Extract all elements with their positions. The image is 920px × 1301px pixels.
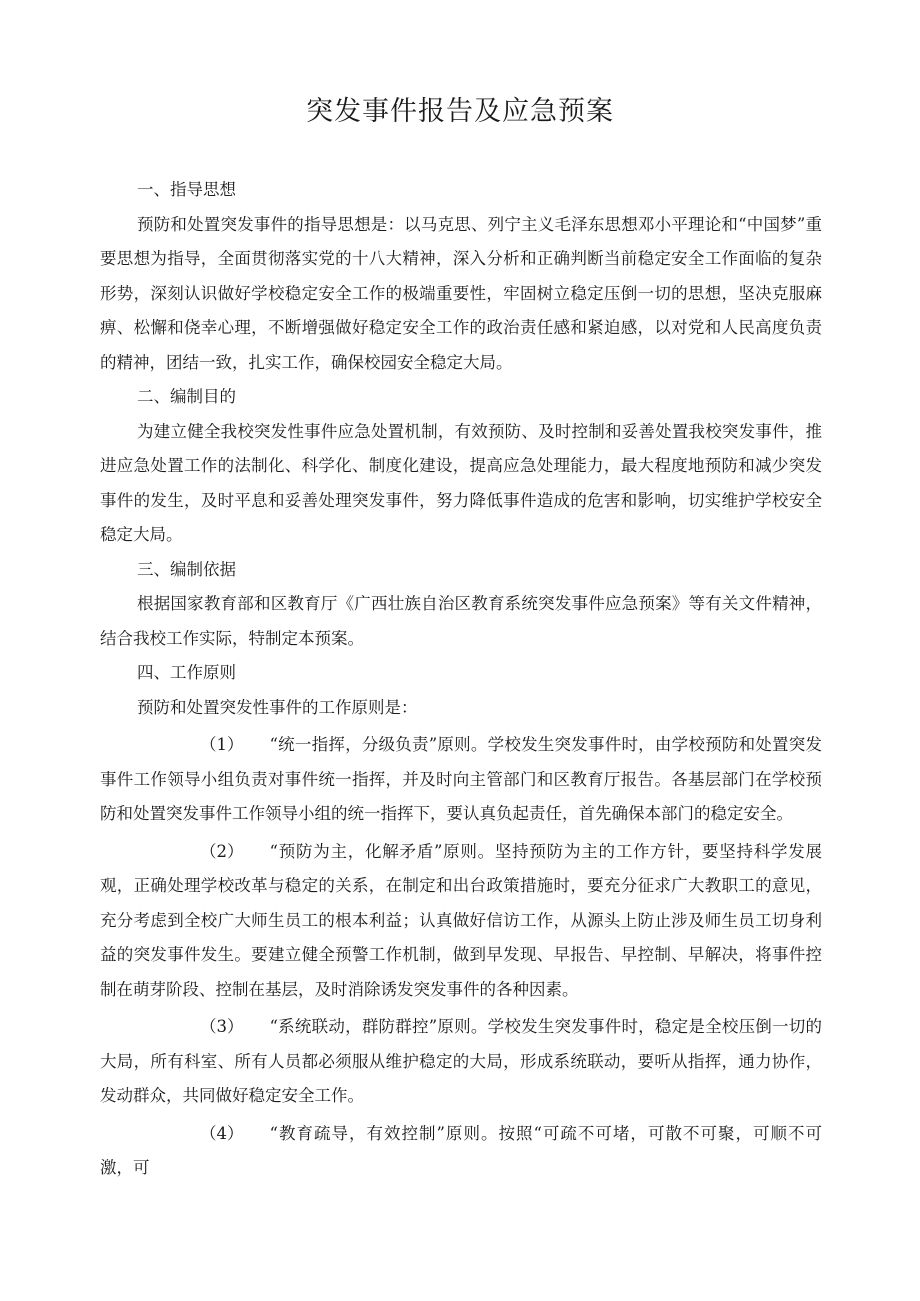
principle-item-text: “教育疏导，有效控制”原则。按照“可疏不可堵，可散不可聚，可顺不可激，可	[100, 1123, 822, 1177]
document-body	[100, 173, 822, 1186]
principle-item	[100, 728, 822, 832]
principle-item-number: （1）	[200, 735, 244, 754]
principle-item-number: （4）	[200, 1123, 244, 1143]
principle-item	[100, 835, 822, 1008]
section-heading-guiding-ideology: 一、指导思想	[137, 180, 236, 199]
principle-item-number: （3）	[200, 1017, 244, 1036]
principle-item	[100, 1117, 822, 1186]
section-heading-basis: 三、编制依据	[137, 559, 236, 579]
section-paragraph: 预防和处置突发事件的指导思想是：以马克思、列宁主义毛泽东思想邓小平理论和“中国梦”重要思想为指导，全面贯彻落实党的十八大精神，深入分析和正确判断当前稳定安全工作面临的复杂形势，深刻认识做好学校稳定安全工作的极端重要性，牢固树立稳定压倒一切的思想，坚决克服麻痹、松懈和侥幸心理，不断增强做好稳定安全工作的政治责任感和紧迫感，以对党和人民高度负责的精神，团结一致，扎实工作，确保校园安全稳定大局。	[100, 214, 822, 372]
principle-item-number: （2）	[200, 841, 244, 861]
section-heading-principles: 四、工作原则	[137, 663, 236, 682]
section-paragraph: 根据国家教育部和区教育厅《广西壮族自治区教育系统突发事件应急预案》等有关文件精神，结合我校工作实际，特制定本预案。	[100, 594, 822, 648]
principle-item-text: “预防为主，化解矛盾”原则。坚持预防为主的工作方针，要坚持科学发展观，正确处理学校改革与稳定的关系，在制定和出台政策措施时，要充分征求广大教职工的意见，充分考虑到全校广大师生员工的根本利益；认真做好信访工作，从源头上防止涉及师生员工切身利益的突发事件发生。要建立健全预警工作机制，做到早发现、早报告、早控制、早解决，将事件控制在萌芽阶段、控制在基层，及时消除诱发突发事件的各种因素。	[100, 841, 822, 999]
section-paragraph: 预防和处置突发性事件的工作原则是：	[137, 697, 418, 717]
principle-item-text: “统一指挥，分级负责”原则。学校发生突发事件时，由学校预防和处置突发事件工作领导小组负责对事件统一指挥，并及时向主管部门和区教育厅报告。各基层部门在学校预防和处置突发事件工作领导小组的统一指挥下，要认真负起责任，首先确保本部门的稳定安全。	[100, 735, 822, 823]
principle-item-text: “系统联动，群防群控”原则。学校发生突发事件时，稳定是全校压倒一切的大局，所有科室、所有人员都必须服从维护稳定的大局，形成系统联动，要听从指挥，通力协作，发动群众，共同做好稳定安全工作。	[100, 1017, 822, 1105]
principle-item	[100, 1010, 822, 1114]
document-title: 突发事件报告及应急预案	[306, 96, 614, 127]
section-heading-purpose: 二、编制目的	[137, 387, 236, 406]
section-paragraph: 为建立健全我校突发性事件应急处置机制，有效预防、及时控制和妥善处置我校突发事件，推进应急处置工作的法制化、科学化、制度化建设，提高应急处理能力，最大程度地预防和减少突发事件的发生，及时平息和妥善处理突发事件，努力降低事件造成的危害和影响，切实维护学校安全稳定大局。	[100, 421, 822, 544]
